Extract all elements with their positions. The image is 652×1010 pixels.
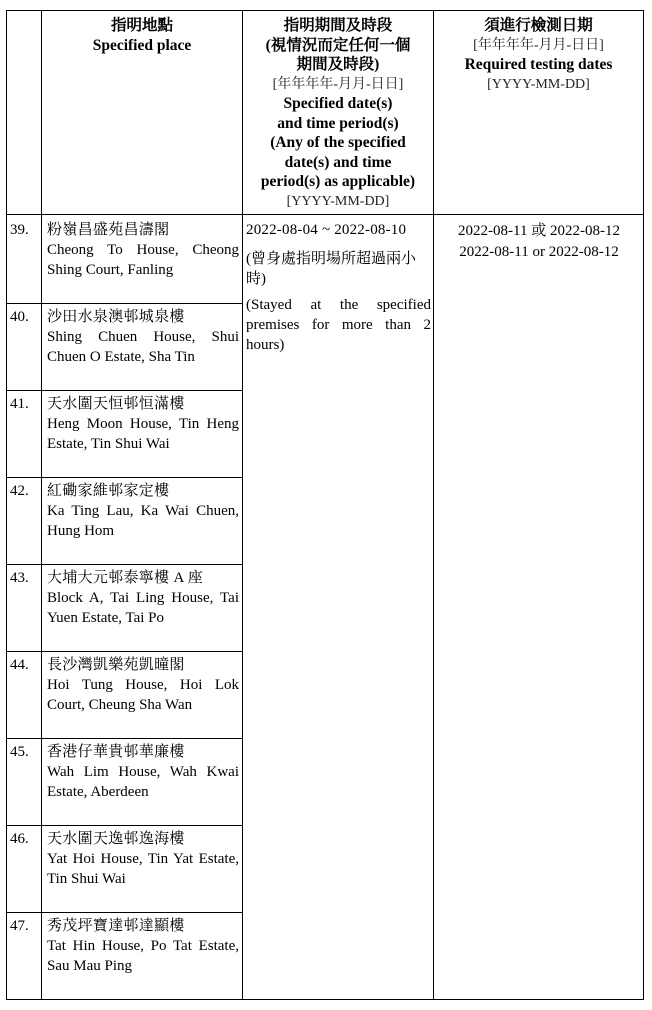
header-period-en-2: and time period(s) (277, 114, 399, 132)
table-row (47, 655, 239, 715)
row-number: 39. (10, 222, 29, 238)
place-name-zh: 大埔大元邨泰寧樓 A 座 (47, 570, 204, 586)
place-name-en: Cheong To House, Cheong Shing Court, Fanling (47, 242, 239, 278)
header-testing-zh: 須進行檢測日期 (484, 17, 593, 34)
header-period-en-3: (Any of the specified (270, 134, 406, 151)
header-period-en-1: Specified date(s) (283, 95, 393, 112)
header-specified-place (42, 16, 242, 55)
header-place-zh: 指明地點 (110, 17, 173, 34)
row-divider (6, 825, 243, 826)
table-top-border (6, 10, 644, 11)
place-name-en: Ka Ting Lau, Ka Wai Chuen, Hung Hom (47, 503, 239, 539)
header-testing-en: Required testing dates (464, 56, 613, 73)
table-bottom-border (6, 999, 644, 1000)
table-row (47, 742, 239, 802)
row-number: 40. (10, 309, 29, 325)
row-number: 46. (10, 831, 29, 847)
header-period-en-5: period(s) as applicable) (260, 173, 416, 190)
period-col-divider (433, 10, 434, 1000)
row-number: 45. (10, 744, 29, 760)
header-period-format-en: [YYYY-MM-DD] (286, 193, 390, 209)
row-divider (6, 303, 243, 304)
row-number: 43. (10, 570, 29, 586)
place-name-en: Block A, Tai Ling House, Tai Yuen Estate, Tai Po (47, 590, 239, 626)
period-note-en: (Stayed at the specified premises for more than 2 hours) (246, 297, 431, 353)
row-divider (6, 477, 243, 478)
place-name-zh: 天水圍天恒邨恒滿樓 (47, 396, 185, 412)
table-row (47, 916, 239, 976)
period-note-zh: (曾身處指明場所超過兩小時) (246, 251, 416, 287)
row-divider (6, 912, 243, 913)
row-divider (6, 390, 243, 391)
place-name-zh: 沙田水泉澳邨城泉樓 (47, 309, 185, 325)
header-period-format-zh: [年年年年-月月-日日] (272, 76, 404, 92)
place-name-zh: 秀茂坪寶達邨達顯樓 (47, 918, 185, 934)
row-divider (6, 738, 243, 739)
place-name-zh: 紅磡家維邨家定樓 (47, 483, 170, 499)
header-period-zh-2: (視情況而定任何一個 (265, 36, 411, 54)
place-name-en: Heng Moon House, Tin Heng Estate, Tin Shui Wai (47, 416, 239, 452)
table-row (47, 220, 239, 280)
place-name-zh: 長沙灣凱樂苑凱曈閣 (47, 657, 185, 673)
row-number: 42. (10, 483, 29, 499)
header-period-zh-3: 期間及時段) (296, 56, 380, 73)
row-number: 47. (10, 918, 29, 934)
place-name-en: Hoi Tung House, Hoi Lok Court, Cheung Sha Wan (47, 677, 239, 713)
place-name-en: Wah Lim House, Wah Kwai Estate, Aberdeen (47, 764, 239, 800)
table-row (47, 307, 239, 367)
header-place-en: Specified place (92, 36, 192, 54)
row-divider (6, 651, 243, 652)
table-row (47, 394, 239, 454)
header-testing-format-zh: [年年年年-月月-日日] (473, 37, 604, 53)
place-name-zh: 天水圍天逸邨逸海樓 (47, 831, 185, 847)
header-testing-format-en: [YYYY-MM-DD] (487, 76, 590, 92)
place-name-zh: 粉嶺昌盛苑昌濤閣 (47, 222, 170, 238)
testing-notice-table (6, 10, 644, 1000)
row-divider (6, 564, 243, 565)
place-name-en: Shing Chuen House, Shui Chuen O Estate, Sha Tin (47, 329, 239, 365)
testing-dates-zh: 2022-08-11 或 2022-08-12 (458, 223, 620, 239)
required-testing-dates-cell (434, 221, 644, 263)
place-name-en: Tat Hin House, Po Tat Estate, Sau Mau Ping (47, 938, 239, 974)
place-name-zh: 香港仔華貴邨華廉樓 (47, 744, 185, 760)
place-name-en: Yat Hoi House, Tin Yat Estate, Tin Shui Wai (47, 851, 239, 887)
header-specified-period (243, 16, 433, 211)
row-number: 41. (10, 396, 29, 412)
table-row (47, 829, 239, 889)
header-testing-dates (434, 16, 643, 94)
table-left-border (6, 10, 7, 1000)
header-period-en-4: date(s) and time (284, 153, 392, 171)
header-bottom-border (6, 214, 644, 215)
table-right-border (643, 10, 644, 1000)
period-date-range: 2022-08-04 ~ 2022-08-10 (246, 222, 407, 238)
testing-dates-en: 2022-08-11 or 2022-08-12 (459, 244, 619, 260)
table-row (47, 568, 239, 628)
specified-period-cell (246, 220, 431, 355)
header-period-zh-1: 指明期間及時段 (283, 17, 393, 34)
table-row (47, 481, 239, 541)
row-number: 44. (10, 657, 29, 673)
num-col-divider (41, 10, 42, 1000)
